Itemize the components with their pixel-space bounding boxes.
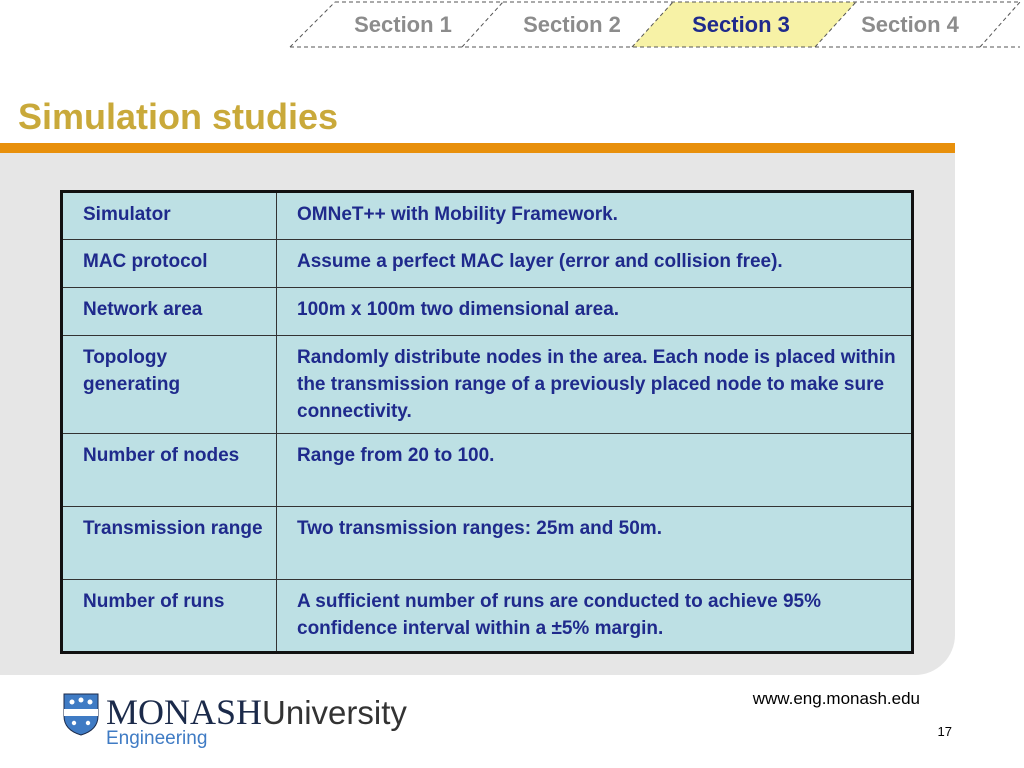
param-value: 100m x 100m two dimensional area. xyxy=(277,288,913,336)
param-name: Number of runs xyxy=(62,580,277,653)
table-row xyxy=(62,192,913,240)
logo-wordmark xyxy=(106,692,407,733)
tab-section-3[interactable]: Section 3 xyxy=(692,12,790,37)
param-value: A sufficient number of runs are conducted to achieve 95% confidence interval within a ±5% margin. xyxy=(277,580,913,653)
param-value: Two transmission ranges: 25m and 50m. xyxy=(277,507,913,580)
monash-logo xyxy=(62,688,407,749)
param-value: Assume a perfect MAC layer (error and collision free). xyxy=(277,240,913,288)
tab-section-1[interactable]: Section 1 xyxy=(354,12,452,37)
monash-crest-icon xyxy=(62,692,100,736)
param-name: Topology generating xyxy=(62,336,277,434)
tab-section-4[interactable]: Section 4 xyxy=(861,12,959,37)
param-name: Simulator xyxy=(62,192,277,240)
param-value: OMNeT++ with Mobility Framework. xyxy=(277,192,913,240)
table-row xyxy=(62,507,913,580)
table-row xyxy=(62,580,913,653)
slide-title: Simulation studies xyxy=(18,96,339,137)
page-number: 17 xyxy=(937,724,952,739)
title-underline-bar xyxy=(0,143,955,153)
table-row xyxy=(62,240,913,288)
table-row xyxy=(62,434,913,507)
param-value: Randomly distribute nodes in the area. Each node is placed within the transmission range of a previously placed node to make sure connectivity. xyxy=(277,336,913,434)
table-row xyxy=(62,288,913,336)
tab-section-2[interactable]: Section 2 xyxy=(523,12,621,37)
section-nav xyxy=(0,0,1024,50)
param-name: MAC protocol xyxy=(62,240,277,288)
footer-url: www.eng.monash.edu xyxy=(752,689,920,708)
table-row xyxy=(62,336,913,434)
logo-faculty: Engineering xyxy=(106,728,208,749)
simulation-parameters-table xyxy=(60,190,914,654)
param-name: Network area xyxy=(62,288,277,336)
param-value: Range from 20 to 100. xyxy=(277,434,913,507)
param-name: Number of nodes xyxy=(62,434,277,507)
logo-university: University xyxy=(262,694,407,731)
param-name: Transmission range xyxy=(62,507,277,580)
logo-name: MONASH xyxy=(106,692,263,732)
